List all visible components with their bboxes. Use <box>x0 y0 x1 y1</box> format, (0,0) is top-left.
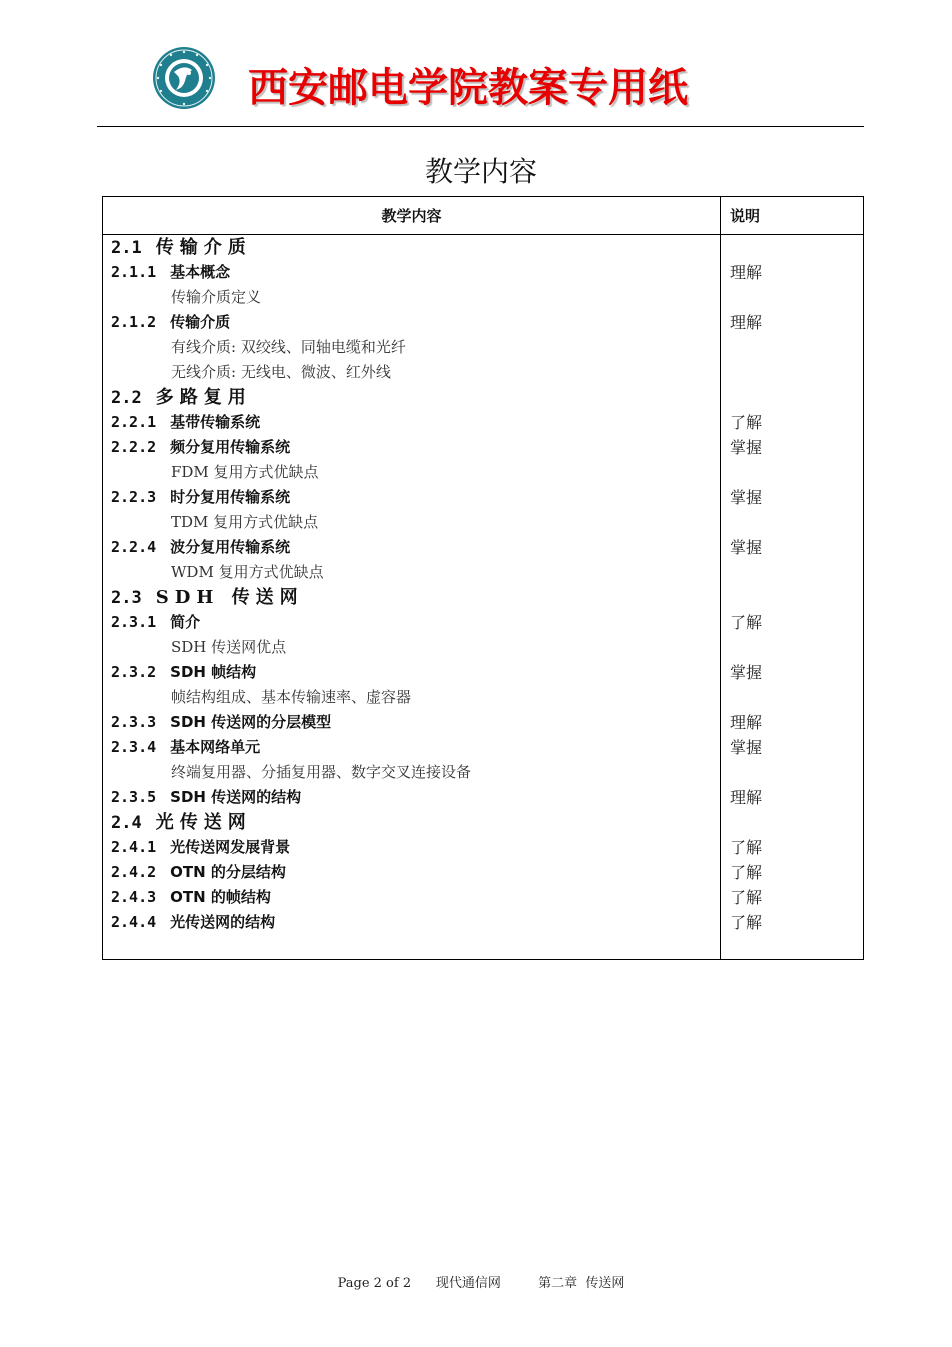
syllabus-row <box>103 460 863 485</box>
requirement-note: 了解 <box>730 838 763 857</box>
section-number: 2.2.3 <box>111 488 157 506</box>
row-content <box>111 885 271 910</box>
requirement-note: 掌握 <box>730 488 763 507</box>
row-content <box>171 285 261 310</box>
topic-detail: FDM 复用方式优缺点 <box>171 463 319 481</box>
section-title: SDH 传送网的结构 <box>170 788 302 806</box>
footer-page-number: Page 2 of 2 <box>337 1276 412 1291</box>
topic-detail: TDM 复用方式优缺点 <box>171 513 319 531</box>
syllabus-row <box>103 810 863 835</box>
syllabus-rows <box>103 235 863 935</box>
row-content <box>111 260 230 285</box>
syllabus-row <box>103 510 863 535</box>
row-content <box>111 385 252 411</box>
topic-detail: 有线介质: 双绞线、同轴电缆和光纤 <box>171 338 406 356</box>
row-content <box>111 410 260 435</box>
syllabus-row <box>103 710 863 735</box>
syllabus-row <box>103 860 863 885</box>
section-title: 光传送网的结构 <box>170 913 276 931</box>
row-content <box>111 435 290 460</box>
footer-chapter: 第二章 传送网 <box>538 1276 625 1291</box>
section-number: 2.3.1 <box>111 613 157 631</box>
row-content <box>171 360 391 385</box>
topic-detail: 无线介质: 无线电、微波、红外线 <box>171 363 391 381</box>
syllabus-row <box>103 585 863 610</box>
section-number: 2.1.2 <box>111 313 157 331</box>
row-content <box>111 235 252 261</box>
section-title: 光传送网 <box>155 812 252 833</box>
requirement-note: 了解 <box>730 913 763 932</box>
section-number: 2.4.1 <box>111 838 157 856</box>
section-title: 基带传输系统 <box>170 413 261 431</box>
section-title: 简介 <box>170 613 201 631</box>
topic-detail: WDM 复用方式优缺点 <box>171 563 324 581</box>
syllabus-row <box>103 260 863 285</box>
university-seal-logo <box>152 46 216 110</box>
syllabus-row <box>103 560 863 585</box>
section-number: 2.4 <box>111 813 142 833</box>
syllabus-row <box>103 310 863 335</box>
syllabus-row <box>103 335 863 360</box>
requirement-note: 理解 <box>730 788 763 807</box>
row-content <box>171 685 411 710</box>
syllabus-row <box>103 735 863 760</box>
row-content <box>111 585 304 611</box>
section-number: 2.2.4 <box>111 538 157 556</box>
column-header-content: 教学内容 <box>381 207 442 225</box>
section-number: 2.4.4 <box>111 913 157 931</box>
row-content <box>171 460 319 485</box>
topic-detail: 传输介质定义 <box>171 288 262 306</box>
requirement-note: 掌握 <box>730 438 763 457</box>
section-title: SDH 传送网的分层模型 <box>170 713 332 731</box>
row-content <box>111 860 286 885</box>
page-title: 教学内容 <box>424 155 537 188</box>
row-content <box>171 510 318 535</box>
requirement-note: 掌握 <box>730 538 763 557</box>
section-title: 时分复用传输系统 <box>170 488 291 506</box>
requirement-note: 掌握 <box>730 738 763 757</box>
row-content <box>111 710 331 735</box>
row-content <box>111 910 275 935</box>
section-title: 频分复用传输系统 <box>170 438 291 456</box>
row-content <box>111 810 252 836</box>
section-title: OTN 的帧结构 <box>170 888 271 906</box>
syllabus-row <box>103 285 863 310</box>
footer-course: 现代通信网 <box>435 1276 501 1291</box>
syllabus-row <box>103 635 863 660</box>
section-number: 2.1.1 <box>111 263 157 281</box>
section-title: 波分复用传输系统 <box>170 538 291 556</box>
requirement-note: 了解 <box>730 863 763 882</box>
syllabus-row <box>103 885 863 910</box>
topic-detail: 帧结构组成、基本传输速率、虚容器 <box>171 688 412 706</box>
requirement-note: 理解 <box>730 263 763 282</box>
section-title: 传输介质 <box>170 313 231 331</box>
row-content <box>111 660 256 685</box>
syllabus-row <box>103 835 863 860</box>
row-content <box>111 835 290 860</box>
topic-detail: 终端复用器、分插复用器、数字交叉连接设备 <box>171 763 472 781</box>
requirement-note: 了解 <box>730 888 763 907</box>
row-content <box>171 635 286 660</box>
section-number: 2.4.3 <box>111 888 157 906</box>
row-content <box>111 785 301 810</box>
document-header-title: 西安邮电学院教案专用纸 <box>248 65 688 111</box>
row-content <box>171 560 324 585</box>
section-title: OTN 的分层结构 <box>170 863 286 881</box>
row-content <box>111 735 260 760</box>
syllabus-table <box>102 196 864 960</box>
section-number: 2.3 <box>111 588 142 608</box>
column-header-note: 说明 <box>730 207 761 225</box>
syllabus-row <box>103 610 863 635</box>
row-content <box>171 760 471 785</box>
syllabus-row <box>103 535 863 560</box>
section-number: 2.3.2 <box>111 663 157 681</box>
row-content <box>111 610 200 635</box>
header-divider <box>97 126 864 127</box>
topic-detail: SDH 传送网优点 <box>171 638 287 656</box>
section-title: 基本网络单元 <box>170 738 261 756</box>
section-number: 2.2.2 <box>111 438 157 456</box>
page-footer <box>0 1272 952 1291</box>
section-title: 多路复用 <box>155 387 252 408</box>
syllabus-row <box>103 410 863 435</box>
section-number: 2.3.3 <box>111 713 157 731</box>
syllabus-row <box>103 385 863 410</box>
syllabus-row <box>103 685 863 710</box>
requirement-note: 理解 <box>730 713 763 732</box>
section-number: 2.3.5 <box>111 788 157 806</box>
section-number: 2.2 <box>111 388 142 408</box>
syllabus-row <box>103 910 863 935</box>
requirement-note: 了解 <box>730 413 763 432</box>
syllabus-row <box>103 760 863 785</box>
requirement-note: 掌握 <box>730 663 763 682</box>
syllabus-row <box>103 660 863 685</box>
section-number: 2.4.2 <box>111 863 157 881</box>
row-content <box>111 485 290 510</box>
section-number: 2.2.1 <box>111 413 157 431</box>
section-title: SDH 帧结构 <box>170 663 257 681</box>
syllabus-row <box>103 235 863 260</box>
row-content <box>171 335 406 360</box>
section-title: SDH 传送网 <box>155 587 304 608</box>
row-content <box>111 310 230 335</box>
syllabus-row <box>103 435 863 460</box>
syllabus-row <box>103 360 863 385</box>
row-content <box>111 535 290 560</box>
section-number: 2.1 <box>111 238 142 258</box>
section-title: 传输介质 <box>155 237 252 258</box>
syllabus-row <box>103 485 863 510</box>
requirement-note: 理解 <box>730 313 763 332</box>
syllabus-row <box>103 785 863 810</box>
requirement-note: 了解 <box>730 613 763 632</box>
section-number: 2.3.4 <box>111 738 157 756</box>
section-title: 光传送网发展背景 <box>170 838 291 856</box>
section-title: 基本概念 <box>170 263 231 281</box>
